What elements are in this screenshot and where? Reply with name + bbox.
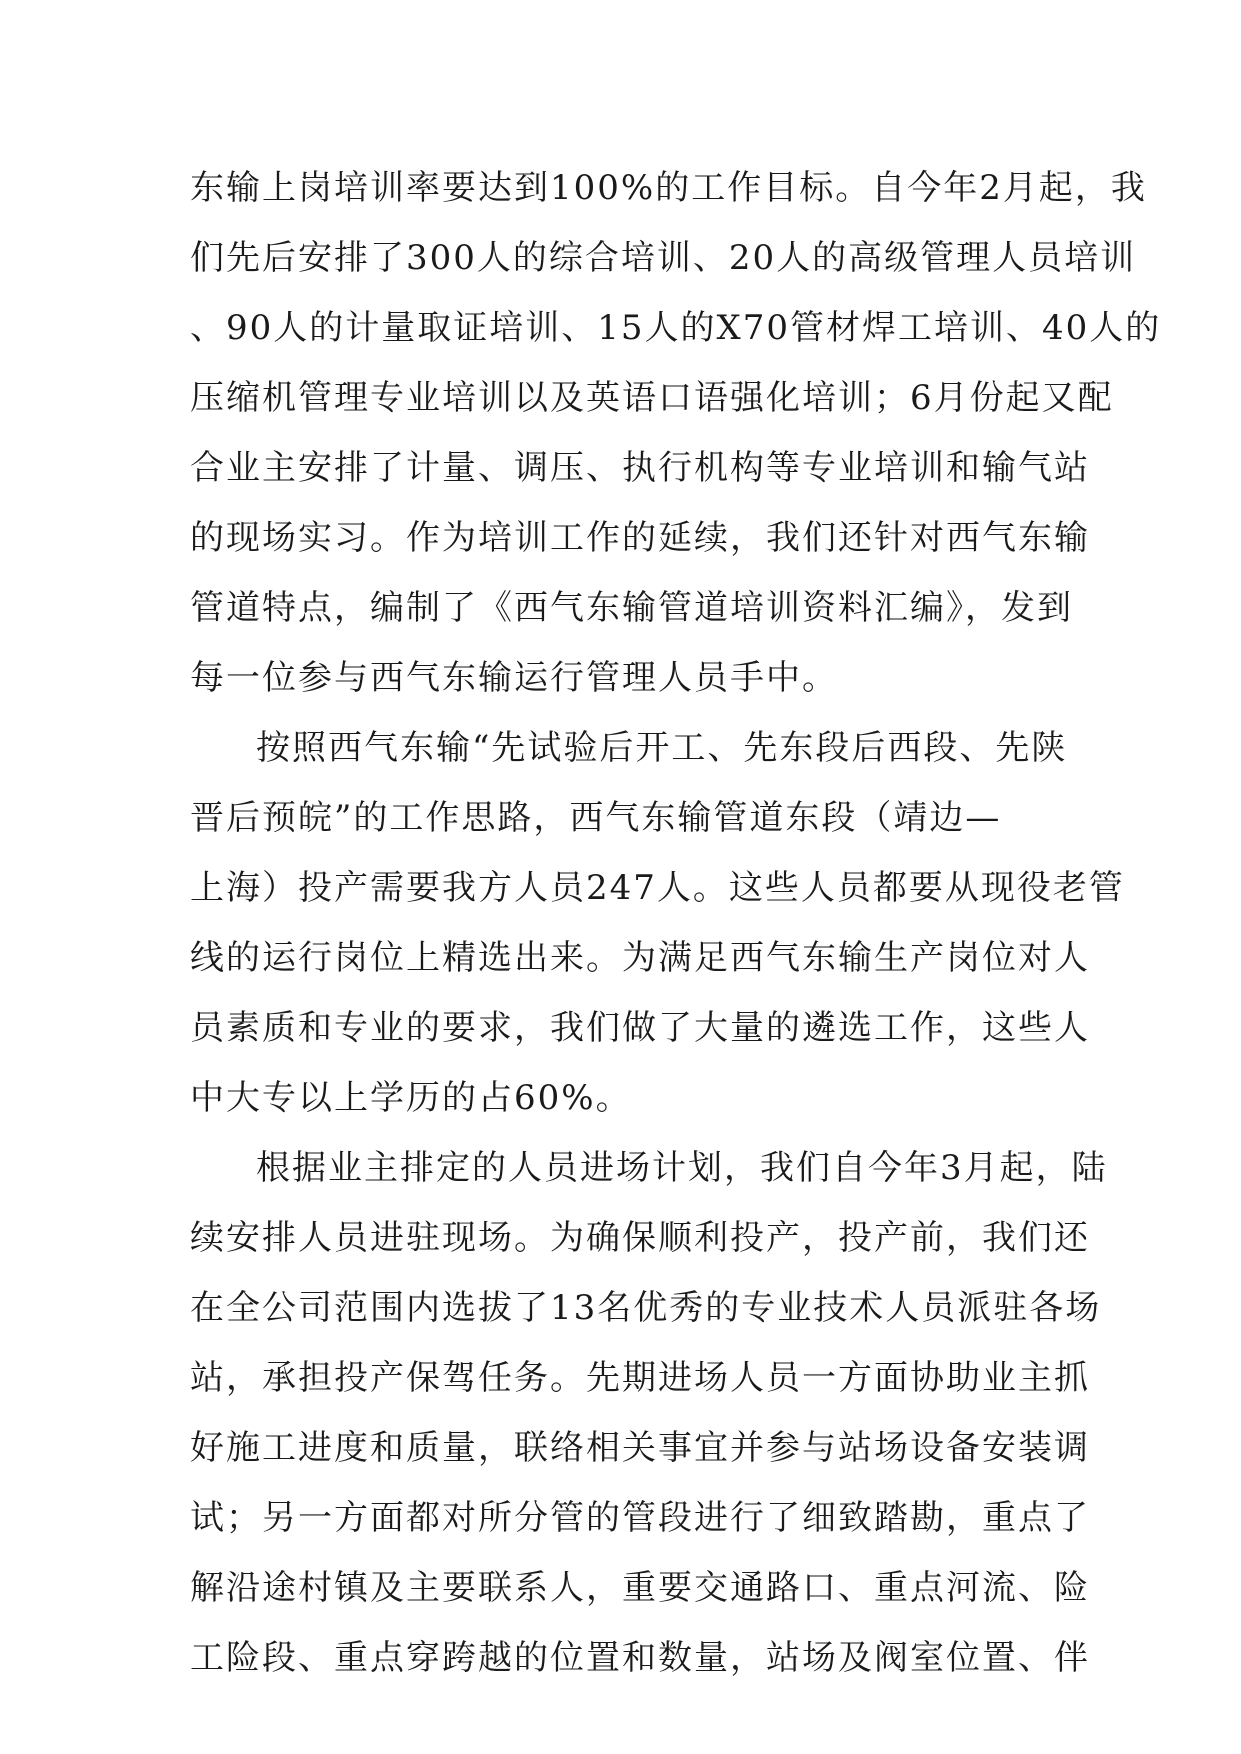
text-line: 每一位参与西气东输运行管理人员手中。 xyxy=(190,658,838,698)
paragraph-first-line: 按照西气东输“先试验后开工、先东段后西段、先陕 xyxy=(256,728,1068,768)
text-line: 解沿途村镇及主要联系人，重要交通路口、重点河流、险 xyxy=(190,1568,1090,1608)
text-line: 的现场实习。作为培训工作的延续，我们还针对西气东输 xyxy=(190,518,1090,558)
text-line: 、90人的计量取证培训、15人的X70管材焊工培训、40人的 xyxy=(190,308,1162,348)
text-line: 好施工进度和质量，联络相关事宜并参与站场设备安装调 xyxy=(190,1428,1090,1468)
text-line: 在全公司范围内选拔了13名优秀的专业技术人员派驻各场 xyxy=(190,1288,1102,1328)
text-line: 中大专以上学历的占60%。 xyxy=(190,1078,632,1118)
text-line: 管道特点，编制了《西气东输管道培训资料汇编》，发到 xyxy=(190,588,1073,628)
text-line: 晋后预皖”的工作思路，西气东输管道东段（靖边— xyxy=(190,798,1002,838)
text-line: 员素质和专业的要求，我们做了大量的遴选工作，这些人 xyxy=(190,1008,1090,1048)
text-line: 线的运行岗位上精选出来。为满足西气东输生产岗位对人 xyxy=(190,938,1090,978)
text-line: 东输上岗培训率要达到100%的工作目标。自今年2月起，我 xyxy=(190,168,1147,208)
text-line: 站，承担投产保驾任务。先期进场人员一方面协助业主抓 xyxy=(190,1358,1090,1398)
text-line: 们先后安排了300人的综合培训、20人的高级管理人员培训 xyxy=(190,238,1137,278)
text-line: 工险段、重点穿跨越的位置和数量，站场及阀室位置、伴 xyxy=(190,1638,1090,1678)
paragraph-first-line: 根据业主排定的人员进场计划，我们自今年3月起，陆 xyxy=(256,1148,1108,1188)
text-line: 合业主安排了计量、调压、执行机构等专业培训和输气站 xyxy=(190,448,1090,488)
text-line: 压缩机管理专业培训以及英语口语强化培训；6月份起又配 xyxy=(190,378,1114,418)
text-line: 试；另一方面都对所分管的管段进行了细致踏勘，重点了 xyxy=(190,1498,1090,1538)
text-line: 续安排人员进驻现场。为确保顺利投产，投产前，我们还 xyxy=(190,1218,1090,1258)
text-line: 上海）投产需要我方人员247人。这些人员都要从现役老管 xyxy=(190,868,1125,908)
